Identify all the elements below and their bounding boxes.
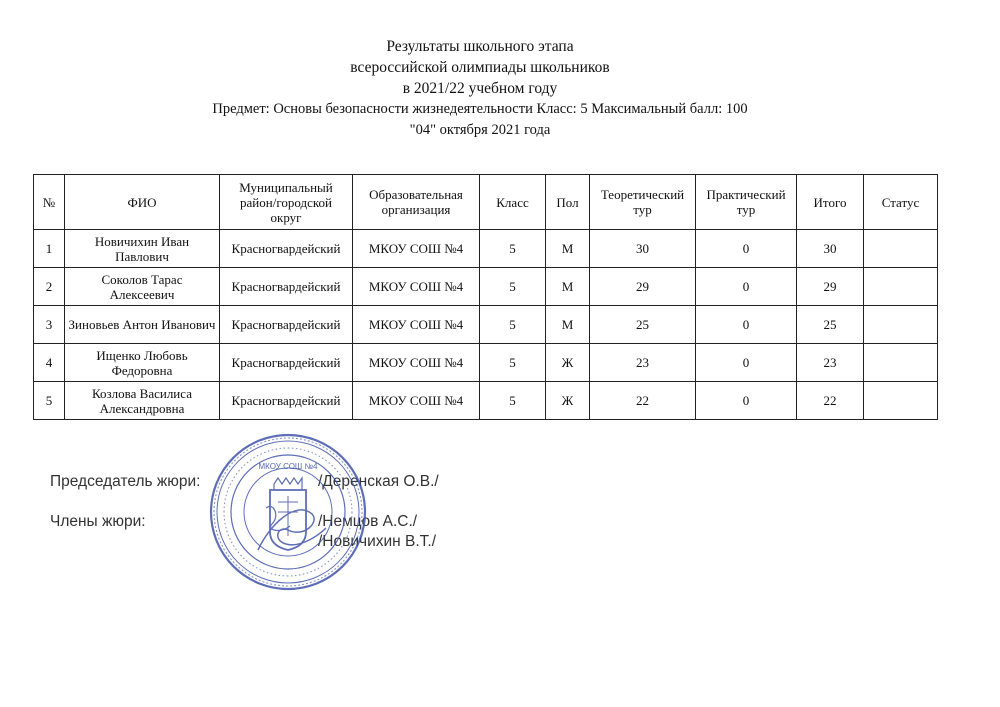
col-header-theory: Теоретический тур [590, 175, 696, 230]
cell-total: 25 [797, 306, 864, 344]
cell-theory: 23 [590, 344, 696, 382]
cell-district: Красногвардейский [220, 344, 353, 382]
table-row [34, 344, 938, 382]
cell-district: Красногвардейский [220, 230, 353, 268]
cell-theory: 29 [590, 268, 696, 306]
cell-name: Соколов Тарас Алексеевич [65, 268, 220, 306]
chair-name: /Деренская О.В./ [318, 473, 439, 490]
cell-num: 3 [34, 306, 65, 344]
cell-org: МКОУ СОШ №4 [353, 382, 480, 420]
member-name-2: /Новичихин В.Т./ [318, 533, 437, 550]
members-label: Члены жюри: [50, 513, 146, 530]
cell-total: 22 [797, 382, 864, 420]
cell-org: МКОУ СОШ №4 [353, 230, 480, 268]
cell-theory: 25 [590, 306, 696, 344]
table-header-row [34, 175, 938, 230]
stamp-school-text: МКОУ СОШ №4 [258, 462, 318, 471]
cell-name: Ищенко Любовь Федоровна [65, 344, 220, 382]
cell-district: Красногвардейский [220, 382, 353, 420]
cell-grade: 5 [480, 230, 546, 268]
cell-total: 30 [797, 230, 864, 268]
cell-district: Красногвардейский [220, 268, 353, 306]
cell-status [864, 382, 938, 420]
cell-practice: 0 [696, 268, 797, 306]
date-line: "04" октября 2021 года [409, 122, 551, 138]
cell-grade: 5 [480, 382, 546, 420]
cell-sex: Ж [546, 344, 590, 382]
cell-status [864, 230, 938, 268]
col-header-grade: Класс [480, 175, 546, 230]
results-table [33, 174, 938, 420]
cell-district: Красногвардейский [220, 306, 353, 344]
school-stamp-seal [208, 432, 368, 592]
table-row [34, 306, 938, 344]
cell-status [864, 344, 938, 382]
cell-practice: 0 [696, 306, 797, 344]
col-header-district: Муниципальный район/городской округ [220, 175, 353, 230]
cell-sex: М [546, 230, 590, 268]
document-header [0, 36, 960, 141]
cell-total: 29 [797, 268, 864, 306]
title-line-1: Результаты школьного этапа [386, 38, 574, 55]
cell-total: 23 [797, 344, 864, 382]
col-header-practice: Практический тур [696, 175, 797, 230]
cell-grade: 5 [480, 306, 546, 344]
col-header-total: Итого [797, 175, 864, 230]
cell-theory: 30 [590, 230, 696, 268]
cell-sex: М [546, 268, 590, 306]
cell-status [864, 306, 938, 344]
cell-org: МКОУ СОШ №4 [353, 344, 480, 382]
cell-name: Новичихин Иван Павлович [65, 230, 220, 268]
col-header-org: Образовательная организация [353, 175, 480, 230]
title-line-3: в 2021/22 учебном году [402, 80, 558, 97]
cell-name: Зиновьев Антон Иванович [65, 306, 220, 344]
cell-practice: 0 [696, 382, 797, 420]
col-header-name: ФИО [65, 175, 220, 230]
cell-org: МКОУ СОШ №4 [353, 306, 480, 344]
cell-org: МКОУ СОШ №4 [353, 268, 480, 306]
cell-grade: 5 [480, 344, 546, 382]
cell-sex: М [546, 306, 590, 344]
cell-num: 2 [34, 268, 65, 306]
col-header-sex: Пол [546, 175, 590, 230]
cell-practice: 0 [696, 344, 797, 382]
title-line-2: всероссийской олимпиады школьников [350, 59, 610, 76]
cell-grade: 5 [480, 268, 546, 306]
cell-practice: 0 [696, 230, 797, 268]
col-header-status: Статус [864, 175, 938, 230]
chair-label: Председатель жюри: [50, 473, 201, 490]
cell-num: 1 [34, 230, 65, 268]
col-header-num: № [34, 175, 65, 230]
cell-status [864, 268, 938, 306]
cell-theory: 22 [590, 382, 696, 420]
subject-line: Предмет: Основы безопасности жизнедеятельности Класс: 5 Максимальный балл: 100 [212, 101, 748, 117]
table-row [34, 382, 938, 420]
member-name-1: /Немцов А.С./ [318, 513, 418, 530]
cell-num: 4 [34, 344, 65, 382]
table-row [34, 268, 938, 306]
cell-sex: Ж [546, 382, 590, 420]
cell-num: 5 [34, 382, 65, 420]
cell-name: Козлова Василиса Александровна [65, 382, 220, 420]
table-row [34, 230, 938, 268]
